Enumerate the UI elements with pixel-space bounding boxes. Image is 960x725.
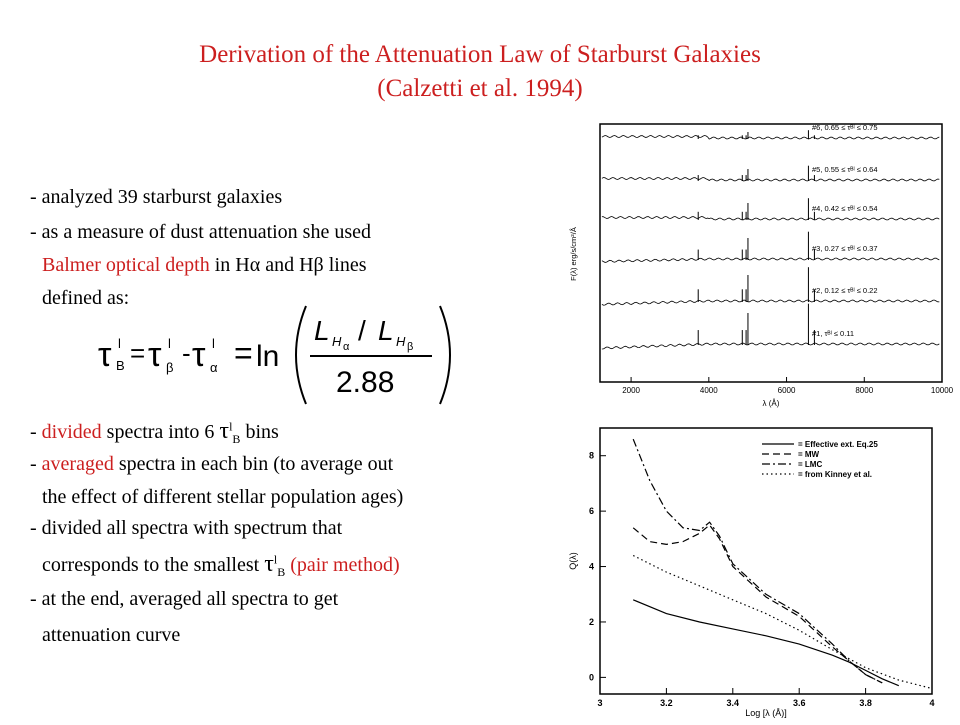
spectrum-line bbox=[602, 300, 939, 305]
spectrum-line bbox=[602, 343, 939, 349]
attenuation-y-label: Q(λ) bbox=[568, 552, 578, 570]
spectra-chart bbox=[562, 114, 954, 410]
tau-sup: l bbox=[229, 419, 233, 434]
bullet-3-text-a: in H bbox=[209, 254, 250, 276]
legend-entry: = LMC bbox=[798, 460, 823, 469]
eq-tau-alpha: τ bbox=[192, 336, 206, 374]
tau-sub-2: B bbox=[277, 565, 286, 579]
tau-sub: B bbox=[232, 432, 241, 446]
x-tick-label: 8000 bbox=[855, 386, 874, 395]
page-title: Derivation of the Attenuation Law of Starburst Galaxies bbox=[199, 41, 761, 68]
bullet-3-text-b: and H bbox=[260, 254, 314, 276]
bullet-9 bbox=[42, 551, 400, 578]
eq-alpha: α bbox=[343, 341, 350, 353]
y-tick-label: 8 bbox=[588, 450, 594, 461]
balmer-depth-equation bbox=[96, 300, 456, 410]
attenuation-chart bbox=[562, 420, 954, 720]
x-tick-label: 3.4 bbox=[726, 698, 740, 708]
spectra-figure bbox=[562, 114, 954, 410]
tau-sup-2: l bbox=[273, 552, 278, 567]
bin-label: #6, 0.65 ≤ τᴮˡ ≤ 0.75 bbox=[812, 123, 878, 132]
y-tick-label: 6 bbox=[588, 506, 594, 517]
series-line bbox=[633, 525, 882, 683]
eq-sup-2: l bbox=[168, 336, 171, 351]
bullet-10: - at the end, averaged all spectra to get bbox=[30, 588, 339, 610]
page-subtitle: (Calzetti et al. 1994) bbox=[377, 75, 583, 102]
alpha-symbol: α bbox=[249, 254, 261, 276]
bullet-6-text: spectra in each bin (to average out bbox=[113, 453, 394, 475]
bullet-11: attenuation curve bbox=[42, 624, 181, 646]
eq-sub-beta: β bbox=[166, 360, 174, 375]
bullet-8: - divided all spectra with spectrum that bbox=[30, 517, 343, 539]
attenuation-x-label: Log [λ (Å)] bbox=[745, 708, 787, 718]
legend-entry: = from Kinney et al. bbox=[798, 470, 873, 479]
series-line bbox=[633, 600, 899, 686]
spectra-x-label: λ (Å) bbox=[762, 399, 780, 408]
eq-right-paren bbox=[440, 306, 450, 404]
eq-equals-2: = bbox=[234, 335, 253, 371]
x-tick-label: 2000 bbox=[622, 386, 640, 395]
eq-equals-1: = bbox=[130, 338, 146, 368]
bin-label: #1, τᴮˡ ≤ 0.11 bbox=[812, 329, 855, 338]
x-tick-label: 4 bbox=[929, 698, 935, 708]
eq-denominator: 2.88 bbox=[336, 366, 395, 399]
averaged-term: averaged bbox=[41, 453, 114, 475]
attenuation-figure bbox=[562, 420, 954, 720]
tau-symbol-2: τ bbox=[264, 551, 274, 577]
x-tick-label: 3 bbox=[597, 698, 603, 708]
x-tick-label: 3.2 bbox=[660, 698, 673, 708]
bin-label: #4, 0.42 ≤ τᴮˡ ≤ 0.54 bbox=[812, 204, 878, 213]
x-tick-label: 3.8 bbox=[859, 698, 872, 708]
bullet-3-text-c: lines bbox=[323, 254, 367, 276]
bullet-6-dash: - bbox=[30, 453, 42, 475]
divided-term: divided bbox=[41, 421, 102, 443]
bullet-5 bbox=[30, 418, 279, 445]
eq-beta: β bbox=[407, 341, 414, 353]
bullet-2: - as a measure of dust attenuation she used bbox=[30, 221, 372, 243]
y-tick-label: 4 bbox=[588, 561, 594, 572]
attenuation-plot-frame bbox=[600, 428, 932, 694]
eq-sub-alpha: α bbox=[210, 360, 218, 375]
bin-label: #2, 0.12 ≤ τᴮˡ ≤ 0.22 bbox=[812, 286, 878, 295]
x-tick-label: 6000 bbox=[777, 386, 796, 395]
series-line bbox=[633, 556, 932, 689]
eq-h-1: H bbox=[332, 334, 342, 349]
x-tick-label: 10000 bbox=[930, 386, 954, 395]
bullet-6 bbox=[30, 451, 393, 477]
bullet-4: defined as: bbox=[42, 287, 130, 309]
eq-l-2: L bbox=[378, 315, 394, 346]
eq-h-2: H bbox=[396, 334, 406, 349]
spectrum-line bbox=[602, 178, 939, 182]
spectrum-line bbox=[602, 258, 939, 262]
x-tick-label: 3.6 bbox=[792, 698, 806, 708]
legend-entry: = Effective ext. Eq.25 bbox=[798, 440, 878, 449]
eq-minus: - bbox=[182, 338, 191, 368]
x-tick-label: 4000 bbox=[699, 386, 718, 395]
bullet-5-end: bins bbox=[240, 421, 279, 443]
bullet-9-text: corresponds to the smallest bbox=[42, 554, 265, 576]
eq-tau-beta: τ bbox=[148, 336, 162, 374]
y-tick-label: 0 bbox=[588, 672, 594, 683]
bullet-3 bbox=[42, 252, 367, 278]
eq-l-1: L bbox=[314, 315, 330, 346]
spectra-y-label: F(λ) erg/s/cm²/Å bbox=[569, 227, 578, 281]
bullet-5-dash: - bbox=[30, 421, 42, 443]
eq-sub-b: B bbox=[116, 358, 125, 373]
eq-ln: ln bbox=[256, 340, 280, 373]
beta-symbol: β bbox=[313, 254, 324, 276]
eq-tau-b: τ bbox=[98, 336, 112, 374]
bullet-1: - analyzed 39 starburst galaxies bbox=[30, 186, 283, 208]
balmer-depth-term: Balmer optical depth bbox=[42, 254, 210, 276]
legend-entry: = MW bbox=[798, 450, 820, 459]
eq-sup-3: l bbox=[212, 336, 215, 351]
eq-left-paren bbox=[296, 306, 306, 404]
spectrum-line bbox=[602, 136, 939, 140]
eq-sup-1: l bbox=[118, 336, 121, 351]
bullet-5-text: spectra into 6 bbox=[101, 421, 220, 443]
y-tick-label: 2 bbox=[588, 616, 594, 627]
bin-label: #3, 0.27 ≤ τᴮˡ ≤ 0.37 bbox=[812, 244, 878, 253]
spectrum-line bbox=[602, 217, 939, 221]
bin-label: #5, 0.55 ≤ τᴮˡ ≤ 0.64 bbox=[812, 165, 878, 174]
eq-slash: / bbox=[358, 315, 366, 346]
bullet-7: the effect of different stellar population ages) bbox=[42, 486, 404, 508]
pair-method-term: (pair method) bbox=[285, 554, 400, 576]
tau-symbol: τ bbox=[219, 418, 230, 444]
